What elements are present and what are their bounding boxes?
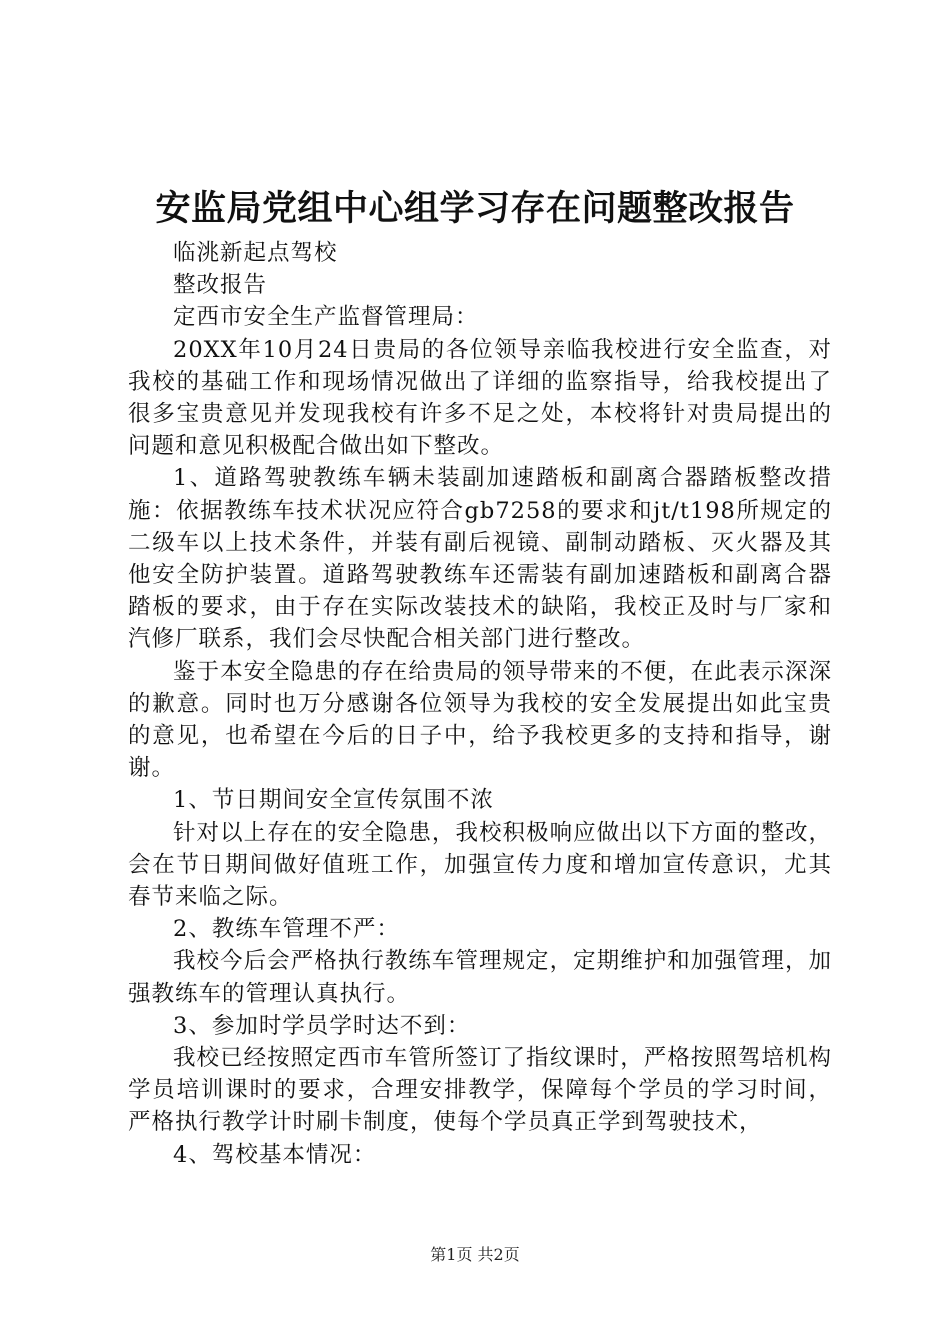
heading-basic-info: 4、驾校基本情况： bbox=[173, 1141, 377, 1168]
report-label: 整改报告 bbox=[173, 272, 268, 299]
heading-holiday: 1、节日期间安全宣传氛围不浓 bbox=[173, 787, 494, 814]
heading-study-hours: 3、参加时学员学时达不到： bbox=[173, 1012, 471, 1039]
paragraph-item-1: 1、道路驾驶教练车辆未装副加速踏板和副离合器踏板整改措施：依据教练车技术状况应符合gb7258的要求和jt/t198所规定的二级车以上技术条件，并装有副后视镜、副制动踏板、灭火器及其他安全防护装置。道路驾驶教练车还需装有副加速踏板和副离合器踏板的要求，由于存在实际改装技术的缺陷，我校正及时与厂家和汽修厂联系，我们会尽快配合相关部门进行整改。 bbox=[128, 465, 832, 653]
recipient: 定西市安全生产监督管理局： bbox=[173, 304, 479, 331]
paragraph-holiday: 针对以上存在的安全隐患，我校积极响应做出以下方面的整改，会在节日期间做好值班工作，加强宣传力度和增加宣传意识，尤其春节来临之际。 bbox=[128, 819, 832, 911]
heading-vehicle-management: 2、教练车管理不严： bbox=[173, 916, 400, 943]
paragraph-intro: 20XX年10月24日贵局的各位领导亲临我校进行安全监查，对我校的基础工作和现场情况做出了详细的监察指导，给我校提出了很多宝贵意见并发现我校有许多不足之处，本校将针对贵局提出的问题和意见积极配合做出如下整改。 bbox=[128, 336, 832, 460]
paragraph-vehicle-management: 我校今后会严格执行教练车管理规定，定期维护和加强管理，加强教练车的管理认真执行。 bbox=[128, 948, 832, 1007]
page-footer: 第1页 共2页 bbox=[430, 1245, 520, 1264]
paragraph-study-hours: 我校已经按照定西市车管所签订了指纹课时，严格按照驾培机构学员培训课时的要求，合理安排教学，保障每个学员的学习时间，严格执行教学计时刷卡制度，使每个学员真正学到驾驶技术， bbox=[128, 1045, 832, 1136]
school-name: 临洮新起点驾校 bbox=[173, 240, 338, 266]
document-body bbox=[128, 237, 832, 1171]
document-title: 安监局党组中心组学习存在问题整改报告 bbox=[155, 188, 795, 229]
paragraph-apology: 鉴于本安全隐患的存在给贵局的领导带来的不便，在此表示深深的歉意。同时也万分感谢各位领导为我校的安全发展提出如此宝贵的意见，也希望在今后的日子中，给予我校更多的支持和指导，谢谢。 bbox=[128, 658, 832, 782]
